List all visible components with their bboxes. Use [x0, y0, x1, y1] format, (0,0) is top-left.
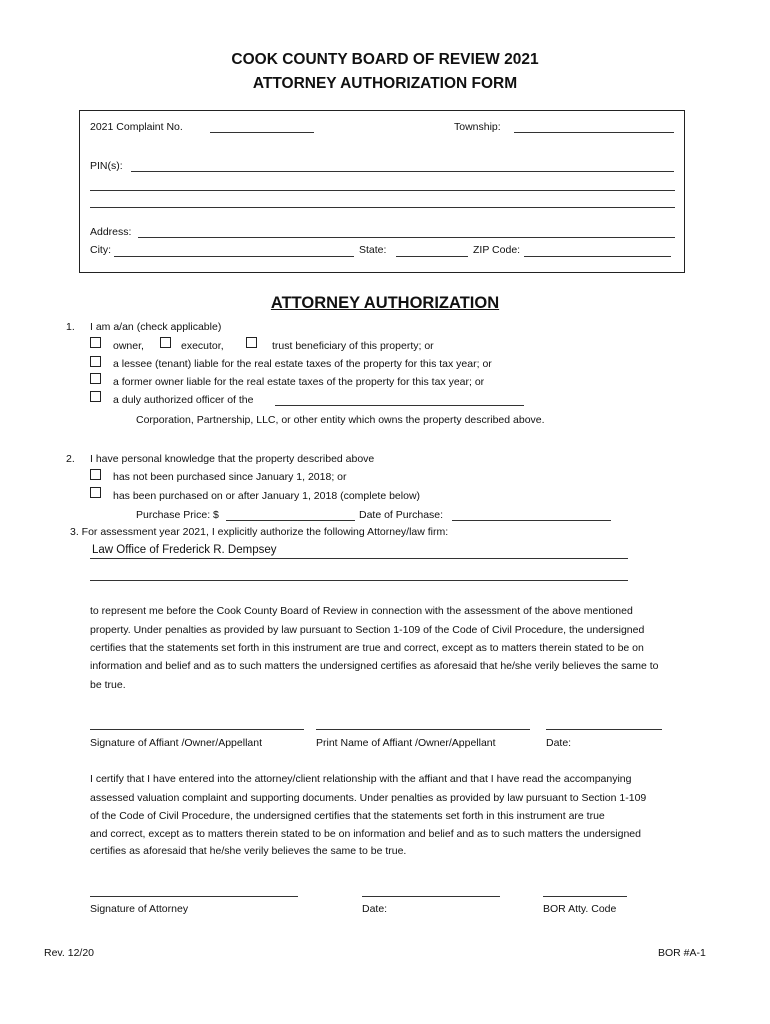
form-title: COOK COUNTY BOARD OF REVIEW 2021 [231, 51, 539, 68]
owner-checkbox[interactable] [90, 337, 101, 348]
purchase-price-label: Purchase Price: $ [136, 509, 219, 521]
law-firm-field-line-1[interactable] [90, 558, 628, 559]
affiant-print-name-label: Print Name of Affiant /Owner/Appellant [316, 737, 496, 749]
law-firm-field-line-2[interactable] [90, 580, 628, 581]
purchase-price-field[interactable] [226, 520, 355, 521]
bor-atty-code-field[interactable] [543, 896, 627, 897]
township-field[interactable] [514, 132, 674, 133]
form-id-label: BOR #A-1 [658, 947, 706, 959]
zip-label: ZIP Code: [473, 244, 521, 256]
item1-number: 1. [66, 321, 75, 333]
certify-line-1: I certify that I have entered into the attorney/client relationship with the affiant and that I have read the accompanying [90, 773, 632, 785]
certify-line-4: and correct, except as to matters therein stated to be on information and belief and as to such matters the undersigned [90, 828, 641, 840]
lessee-checkbox[interactable] [90, 356, 101, 367]
address-label: Address: [90, 226, 132, 238]
entity-name-field[interactable] [275, 405, 524, 406]
represent-line-5: be true. [90, 679, 126, 691]
lessee-label: a lessee (tenant) liable for the real estate taxes of the property for this tax year; or [113, 358, 492, 370]
officer-label: a duly authorized officer of the [113, 394, 254, 406]
item3-text: 3. For assessment year 2021, I explicitly authorize the following Attorney/law firm: [70, 526, 449, 538]
attorney-signature-field[interactable] [90, 896, 298, 897]
township-label: Township: [454, 121, 501, 133]
city-label: City: [90, 244, 111, 256]
certify-line-2: assessed valuation complaint and supporting documents. Under penalties as provided by law pursuant to Section 1-109 [90, 792, 647, 804]
not-purchased-label: has not been purchased since January 1, 2018; or [113, 471, 347, 483]
officer-checkbox[interactable] [90, 391, 101, 402]
item2-number: 2. [66, 453, 75, 465]
affiant-signature-field[interactable] [90, 729, 304, 730]
executor-label: executor, [181, 340, 224, 352]
revision-label: Rev. 12/20 [44, 947, 95, 959]
officer-label-cont: Corporation, Partnership, LLC, or other entity which owns the property described above. [136, 414, 545, 426]
trust-beneficiary-checkbox[interactable] [246, 337, 257, 348]
not-purchased-checkbox[interactable] [90, 469, 101, 480]
trust-beneficiary-label: trust beneficiary of this property; or [272, 340, 434, 352]
state-label: State: [359, 244, 387, 256]
attorney-date-field[interactable] [362, 896, 500, 897]
affiant-date-field[interactable] [546, 729, 662, 730]
affiant-print-name-field[interactable] [316, 729, 530, 730]
affiant-date-label: Date: [546, 737, 572, 749]
zip-field[interactable] [524, 256, 671, 257]
represent-line-1: to represent me before the Cook County Board of Review in connection with the assessment of the above mentioned [90, 605, 633, 617]
represent-line-3: certifies that the statements set forth in this instrument are true and correct, except as to matters therein stated to be on [90, 642, 644, 654]
former-owner-label: a former owner liable for the real estate taxes of the property for this tax year; or [113, 376, 485, 388]
attorney-signature-label: Signature of Attorney [90, 903, 189, 915]
executor-checkbox[interactable] [160, 337, 171, 348]
certify-line-5: certifies as aforesaid that he/she verily believes the same to be true. [90, 845, 407, 857]
purchase-date-field[interactable] [452, 520, 611, 521]
owner-label: owner, [113, 340, 144, 352]
represent-line-2: property. Under penalties as provided by law pursuant to Section 1-109 of the Code of Civil Procedure, the undersigned [90, 624, 645, 636]
form-subtitle: ATTORNEY AUTHORIZATION FORM [252, 75, 518, 92]
certify-line-3: of the Code of Civil Procedure, the undersigned certifies that the statements set forth in this instrument are true [90, 810, 605, 822]
purchased-label: has been purchased on or after January 1, 2018 (complete below) [113, 490, 421, 502]
state-field[interactable] [396, 256, 468, 257]
pins-field-line-1[interactable] [131, 171, 674, 172]
affiant-signature-label: Signature of Affiant /Owner/Appellant [90, 737, 262, 749]
pins-field-line-2[interactable] [90, 190, 675, 191]
purchase-date-label: Date of Purchase: [359, 509, 444, 521]
item2-text: I have personal knowledge that the property described above [90, 453, 375, 465]
former-owner-checkbox[interactable] [90, 373, 101, 384]
purchased-checkbox[interactable] [90, 487, 101, 498]
law-firm-name[interactable]: Law Office of Frederick R. Dempsey [92, 544, 277, 556]
section-title: ATTORNEY AUTHORIZATION [270, 294, 500, 312]
pins-field-line-3[interactable] [90, 207, 675, 208]
address-field[interactable] [138, 237, 675, 238]
complaint-label: 2021 Complaint No. [90, 121, 183, 133]
complaint-number-field[interactable] [210, 132, 314, 133]
city-field[interactable] [114, 256, 354, 257]
bor-atty-code-label: BOR Atty. Code [543, 903, 617, 915]
item1-text: I am a/an (check applicable) [90, 321, 222, 333]
represent-line-4: information and belief and as to such matters the undersigned certifies as aforesaid that he/she verily believes the same to [90, 660, 659, 672]
attorney-date-label: Date: [362, 903, 388, 915]
pins-label: PIN(s): [90, 160, 123, 172]
